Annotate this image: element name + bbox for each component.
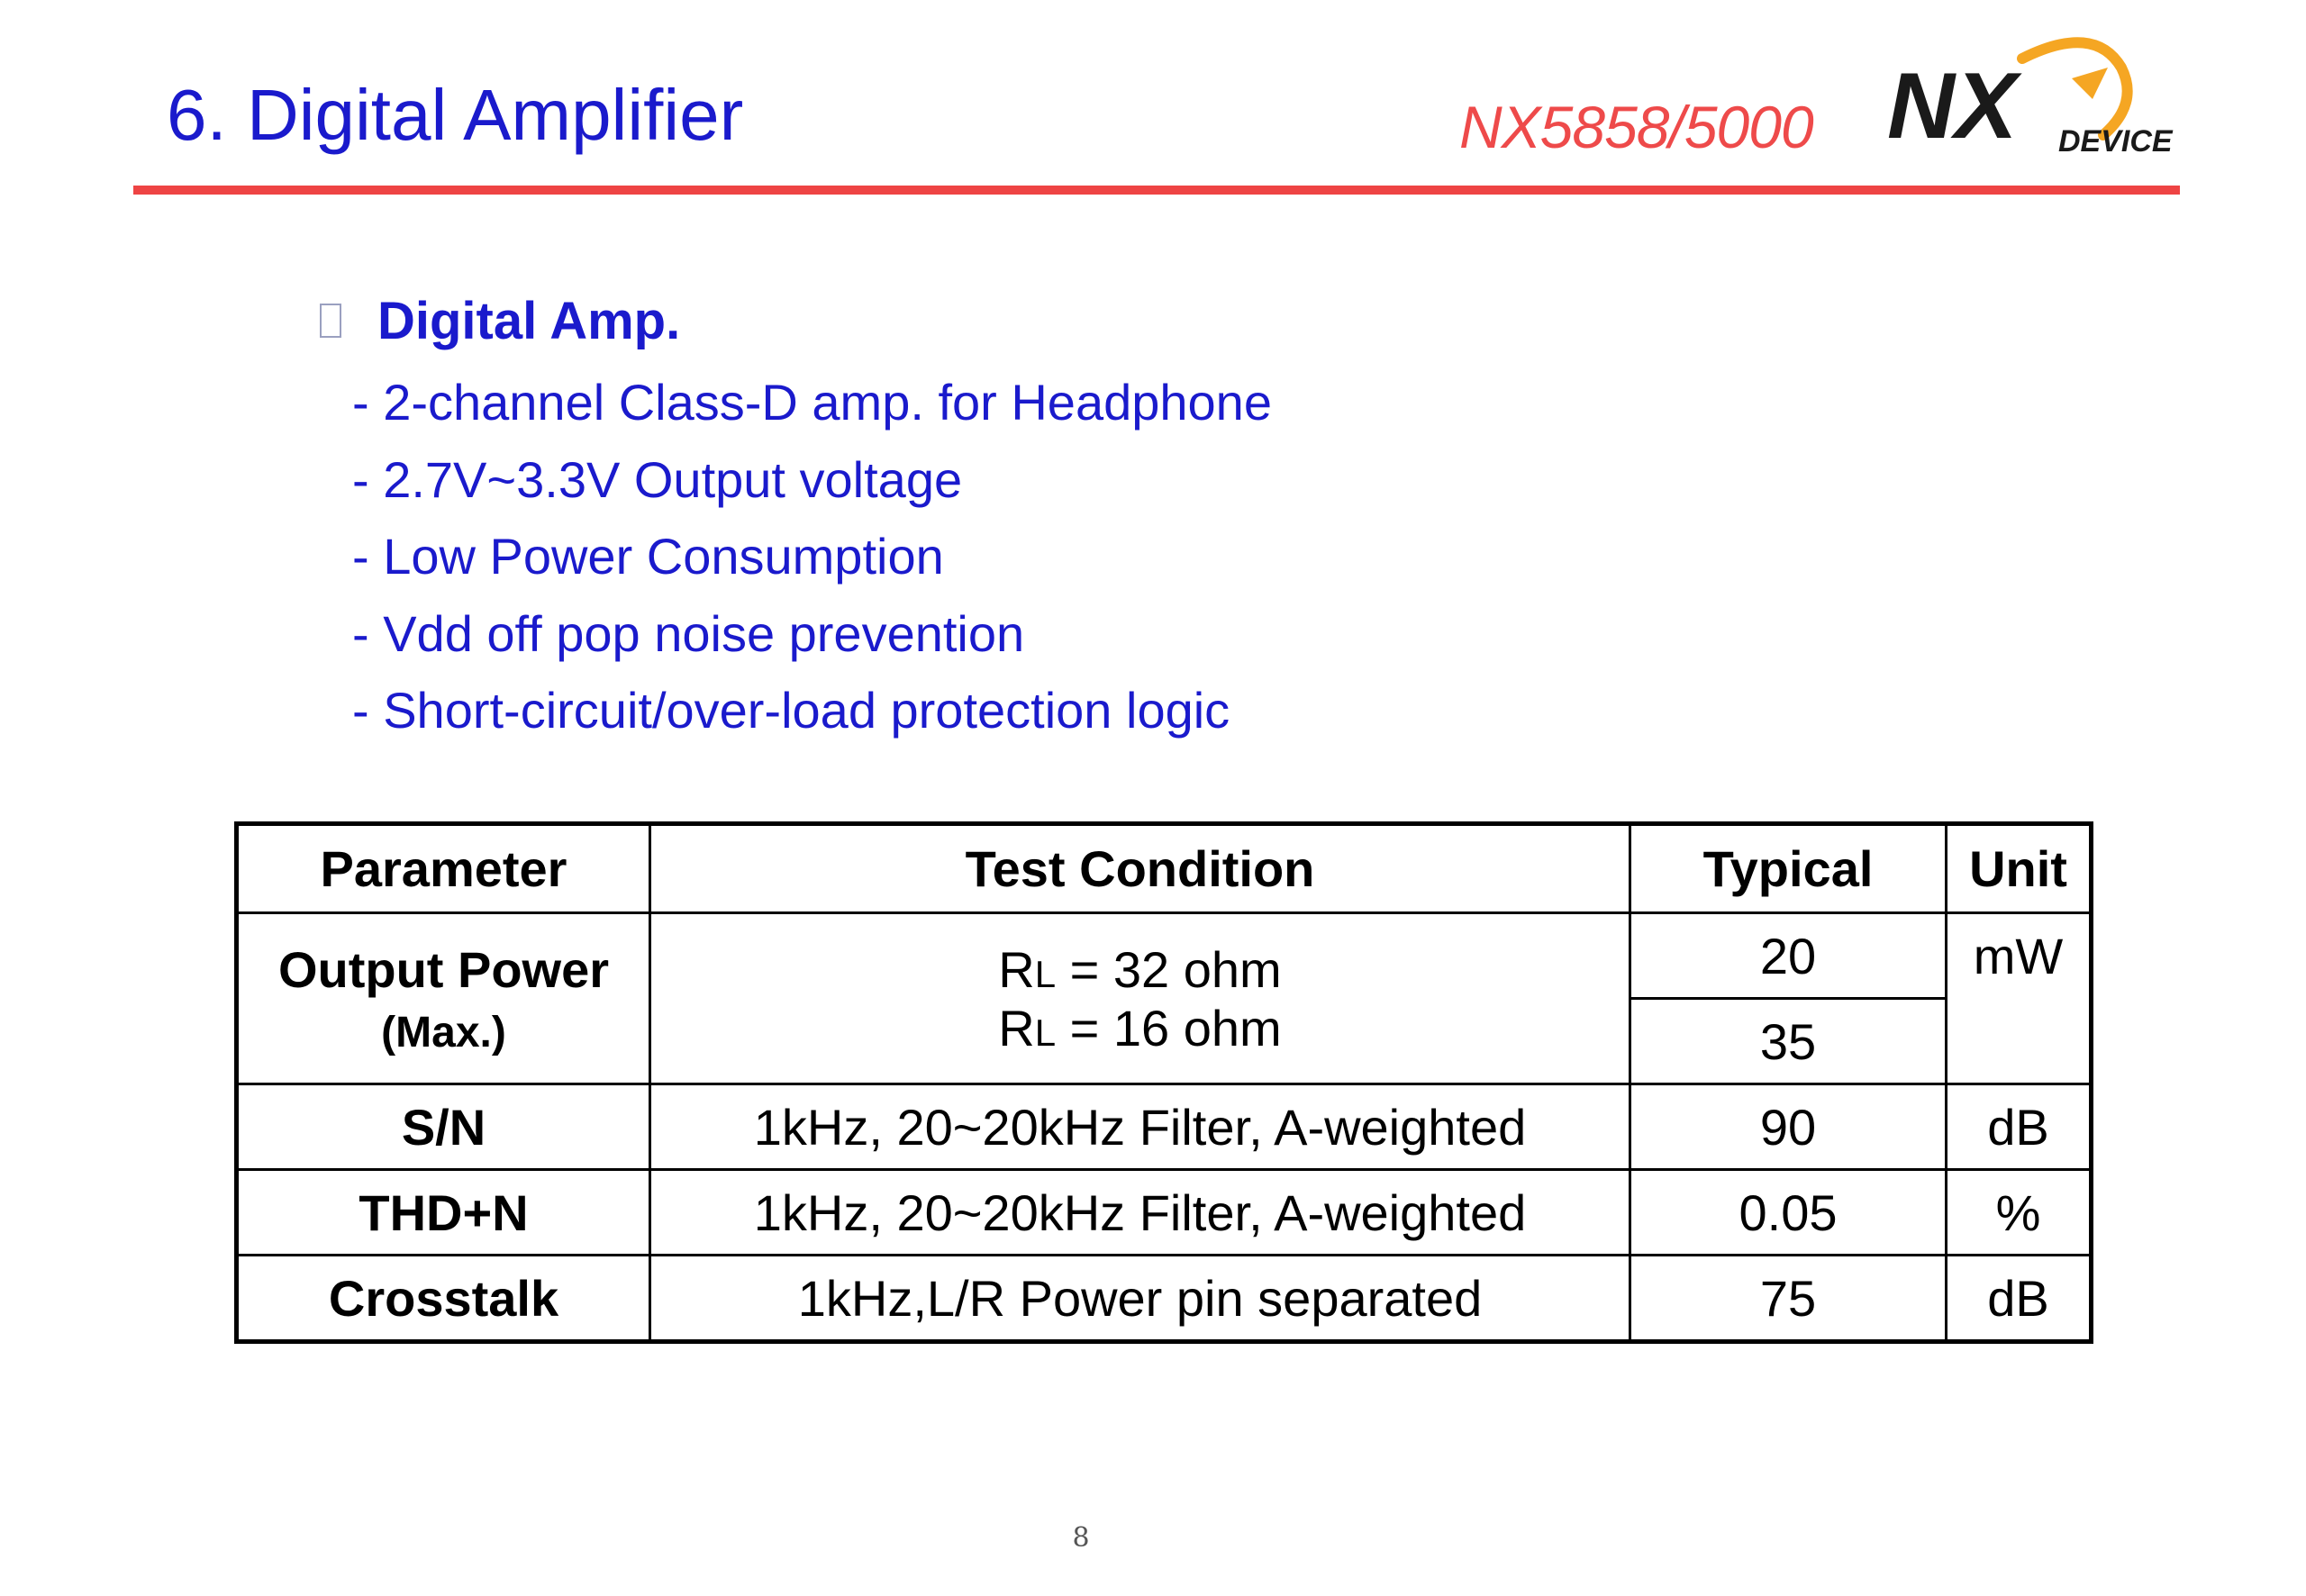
page-number: 8 bbox=[1072, 1522, 1090, 1554]
typical-cell: 75 bbox=[1630, 1256, 1947, 1342]
table-row bbox=[237, 1170, 2092, 1256]
feature-item: - Vdd off pop noise prevention bbox=[352, 604, 1025, 662]
header-divider bbox=[133, 186, 2180, 195]
logo-mark: NX bbox=[1887, 54, 2018, 159]
column-header-test-condition: Test Condition bbox=[650, 824, 1630, 913]
condition-line: RL = 16 ohm bbox=[998, 999, 1282, 1056]
condition-line: RL = 32 ohm bbox=[998, 940, 1282, 998]
condition-cell: 1kHz,L/R Power pin separated bbox=[650, 1256, 1630, 1342]
column-header-unit: Unit bbox=[1947, 824, 2092, 913]
condition-cell bbox=[650, 913, 1630, 1084]
bullet-square-icon bbox=[320, 304, 341, 338]
feature-section bbox=[320, 288, 1272, 749]
condition-cell: 1kHz, 20~20kHz Filter, A-weighted bbox=[650, 1170, 1630, 1256]
page-title: 6. Digital Amplifier bbox=[167, 75, 744, 155]
typical-cell: 90 bbox=[1630, 1084, 1947, 1170]
feature-item: - Short-circuit/over-load protection logic bbox=[352, 682, 1230, 739]
table-header-row bbox=[237, 824, 2092, 913]
unit-cell: mW bbox=[1947, 913, 2092, 1084]
condition-cell: 1kHz, 20~20kHz Filter, A-weighted bbox=[650, 1084, 1630, 1170]
table-row bbox=[237, 1256, 2092, 1342]
param-output-power-qualifier: (Max.) bbox=[381, 1008, 506, 1056]
column-header-typical: Typical bbox=[1630, 824, 1947, 913]
unit-cell: dB bbox=[1947, 1256, 2092, 1342]
logo-subtext: DEVICE bbox=[2058, 124, 2173, 159]
section-title: Digital Amp. bbox=[377, 291, 681, 350]
feature-item: - Low Power Consumption bbox=[352, 528, 944, 585]
feature-list bbox=[352, 364, 1272, 749]
param-cell bbox=[237, 913, 650, 1084]
table-row bbox=[237, 1084, 2092, 1170]
typical-cell: 20 bbox=[1630, 913, 1947, 999]
column-header-parameter: Parameter bbox=[237, 824, 650, 913]
param-cell: S/N bbox=[237, 1084, 650, 1170]
spec-table bbox=[234, 821, 2093, 1344]
param-cell: THD+N bbox=[237, 1170, 650, 1256]
unit-cell: dB bbox=[1947, 1084, 2092, 1170]
unit-cell: % bbox=[1947, 1170, 2092, 1256]
typical-cell: 35 bbox=[1630, 999, 1947, 1084]
param-output-power: Output Power bbox=[277, 940, 610, 998]
feature-item: - 2-channel Class-D amp. for Headphone bbox=[352, 374, 1272, 431]
typical-cell: 0.05 bbox=[1630, 1170, 1947, 1256]
nx-device-logo bbox=[1887, 32, 2193, 176]
param-cell: Crosstalk bbox=[237, 1256, 650, 1342]
table-row bbox=[237, 913, 2092, 999]
feature-item: - 2.7V~3.3V Output voltage bbox=[352, 450, 963, 508]
model-code: NX5858/5000 bbox=[1459, 94, 1813, 160]
